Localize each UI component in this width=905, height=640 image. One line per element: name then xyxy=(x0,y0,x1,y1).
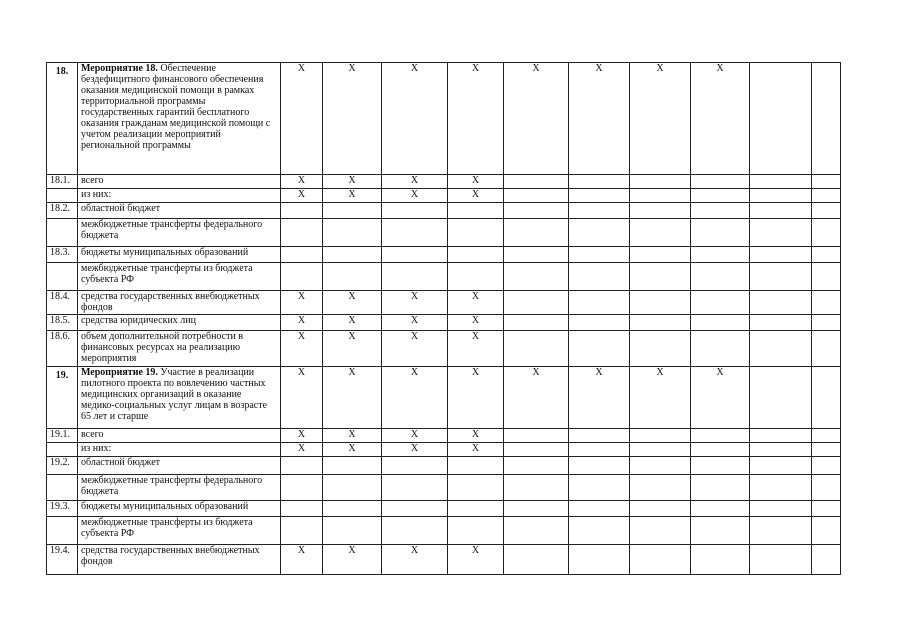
value-cell xyxy=(691,475,750,501)
row-number xyxy=(47,219,78,247)
value-cell: X xyxy=(448,331,504,367)
value-cell xyxy=(382,457,448,475)
description-text: областной бюджет xyxy=(81,457,161,468)
value-cell: X xyxy=(323,429,382,443)
value-cell: X xyxy=(382,315,448,331)
value-cell: X xyxy=(630,63,691,175)
value-cell xyxy=(281,475,323,501)
value-cell xyxy=(569,517,630,545)
table-row xyxy=(47,189,841,203)
value-cell xyxy=(504,331,569,367)
value-cell xyxy=(630,331,691,367)
value-cell xyxy=(569,247,630,263)
value-cell xyxy=(382,263,448,291)
value-cell xyxy=(504,203,569,219)
value-cell xyxy=(750,429,812,443)
value-cell xyxy=(630,291,691,315)
value-cell xyxy=(750,457,812,475)
value-cell xyxy=(382,247,448,263)
value-cell xyxy=(448,457,504,475)
value-cell xyxy=(691,429,750,443)
value-cell xyxy=(382,501,448,517)
value-cell xyxy=(691,291,750,315)
value-cell xyxy=(750,443,812,457)
row-number: 18.4. xyxy=(47,291,78,315)
value-cell xyxy=(281,263,323,291)
row-number: 19.3. xyxy=(47,501,78,517)
description-text: межбюджетные трансферты из бюджета субъекта РФ xyxy=(81,517,253,539)
value-cell: X xyxy=(382,429,448,443)
value-cell: X xyxy=(448,367,504,429)
value-cell xyxy=(750,331,812,367)
value-cell xyxy=(630,475,691,501)
row-description xyxy=(78,315,281,331)
value-cell xyxy=(691,545,750,575)
value-cell xyxy=(630,247,691,263)
value-cell xyxy=(504,457,569,475)
table-row xyxy=(47,501,841,517)
value-cell xyxy=(448,203,504,219)
value-cell xyxy=(569,331,630,367)
value-cell xyxy=(691,517,750,545)
value-cell xyxy=(691,247,750,263)
value-cell: X xyxy=(382,331,448,367)
value-cell xyxy=(323,475,382,501)
value-cell xyxy=(750,367,812,429)
row-description xyxy=(78,219,281,247)
value-cell xyxy=(382,219,448,247)
table-row xyxy=(47,263,841,291)
value-cell: X xyxy=(448,315,504,331)
description-text: всего xyxy=(81,175,104,186)
row-number xyxy=(47,443,78,457)
row-description xyxy=(78,443,281,457)
value-cell: X xyxy=(382,63,448,175)
value-cell xyxy=(281,247,323,263)
value-cell xyxy=(504,315,569,331)
value-cell xyxy=(750,517,812,545)
value-cell xyxy=(569,189,630,203)
row-description xyxy=(78,331,281,367)
description-text: Участие в реализации пилотного проекта по вовлечению частных медицинских организаций в оказание медико-социальных услуг лицам в возрасте 65 лет и старше xyxy=(81,367,268,422)
measure-title: Мероприятие 19. xyxy=(81,367,158,378)
value-cell xyxy=(281,457,323,475)
value-cell: X xyxy=(382,545,448,575)
value-cell xyxy=(569,429,630,443)
value-cell xyxy=(750,63,812,175)
description-text: областной бюджет xyxy=(81,203,161,214)
row-description xyxy=(78,247,281,263)
value-cell xyxy=(750,203,812,219)
value-cell xyxy=(569,545,630,575)
value-cell: X xyxy=(281,189,323,203)
value-cell xyxy=(812,219,841,247)
description-text: бюджеты муниципальных образований xyxy=(81,501,249,512)
value-cell xyxy=(569,291,630,315)
table-body xyxy=(47,63,841,575)
value-cell xyxy=(448,219,504,247)
value-cell xyxy=(812,291,841,315)
value-cell xyxy=(504,545,569,575)
value-cell xyxy=(569,175,630,189)
value-cell xyxy=(630,443,691,457)
value-cell: X xyxy=(504,367,569,429)
value-cell: X xyxy=(382,367,448,429)
value-cell xyxy=(382,475,448,501)
funding-table xyxy=(46,62,841,575)
description-text: средства юридических лиц xyxy=(81,315,196,326)
value-cell xyxy=(812,203,841,219)
value-cell xyxy=(382,203,448,219)
value-cell xyxy=(504,429,569,443)
value-cell xyxy=(630,517,691,545)
value-cell: X xyxy=(323,189,382,203)
row-number: 18.6. xyxy=(47,331,78,367)
value-cell xyxy=(812,475,841,501)
table-row xyxy=(47,367,841,429)
value-cell xyxy=(281,501,323,517)
value-cell: X xyxy=(504,63,569,175)
value-cell xyxy=(569,475,630,501)
row-number: 19.1. xyxy=(47,429,78,443)
row-number xyxy=(47,517,78,545)
value-cell xyxy=(750,247,812,263)
value-cell xyxy=(750,291,812,315)
row-number xyxy=(47,263,78,291)
description-text: объем дополнительной потребности в финансовых ресурсах на реализацию мероприятия xyxy=(81,331,244,364)
value-cell xyxy=(323,203,382,219)
description-text: межбюджетные трансферты федерального бюджета xyxy=(81,475,263,497)
value-cell xyxy=(812,443,841,457)
value-cell xyxy=(323,501,382,517)
description-text: из них: xyxy=(81,443,112,454)
value-cell xyxy=(569,443,630,457)
value-cell: X xyxy=(281,545,323,575)
value-cell xyxy=(750,175,812,189)
value-cell xyxy=(630,219,691,247)
description-text: средства государственных внебюджетных фондов xyxy=(81,545,260,567)
value-cell xyxy=(569,315,630,331)
value-cell: X xyxy=(281,429,323,443)
value-cell xyxy=(691,189,750,203)
value-cell xyxy=(630,263,691,291)
description-text: всего xyxy=(81,429,104,440)
value-cell xyxy=(691,219,750,247)
table-row xyxy=(47,429,841,443)
table-row xyxy=(47,175,841,189)
value-cell xyxy=(750,501,812,517)
value-cell xyxy=(448,501,504,517)
value-cell xyxy=(504,175,569,189)
row-description xyxy=(78,457,281,475)
description-text: бюджеты муниципальных образований xyxy=(81,247,249,258)
value-cell: X xyxy=(448,291,504,315)
value-cell xyxy=(812,331,841,367)
row-number: 18. xyxy=(47,63,78,175)
value-cell xyxy=(750,219,812,247)
value-cell: X xyxy=(448,545,504,575)
table-row xyxy=(47,517,841,545)
value-cell xyxy=(504,189,569,203)
value-cell xyxy=(812,429,841,443)
value-cell xyxy=(630,203,691,219)
value-cell: X xyxy=(448,429,504,443)
value-cell xyxy=(323,457,382,475)
value-cell xyxy=(691,315,750,331)
value-cell xyxy=(750,315,812,331)
value-cell: X xyxy=(448,175,504,189)
value-cell: X xyxy=(382,175,448,189)
table-row xyxy=(47,457,841,475)
value-cell xyxy=(630,457,691,475)
value-cell xyxy=(630,315,691,331)
table-row xyxy=(47,443,841,457)
value-cell: X xyxy=(323,315,382,331)
value-cell xyxy=(812,247,841,263)
value-cell xyxy=(750,189,812,203)
value-cell xyxy=(812,457,841,475)
row-description xyxy=(78,175,281,189)
row-number: 19.2. xyxy=(47,457,78,475)
value-cell xyxy=(630,501,691,517)
value-cell xyxy=(569,501,630,517)
value-cell: X xyxy=(323,367,382,429)
value-cell xyxy=(691,443,750,457)
description-text: из них: xyxy=(81,189,112,200)
value-cell: X xyxy=(323,443,382,457)
row-description xyxy=(78,263,281,291)
value-cell xyxy=(504,517,569,545)
row-description xyxy=(78,475,281,501)
row-number: 18.2. xyxy=(47,203,78,219)
table-row xyxy=(47,63,841,175)
value-cell xyxy=(750,475,812,501)
value-cell xyxy=(448,263,504,291)
row-number xyxy=(47,189,78,203)
table-row xyxy=(47,315,841,331)
value-cell xyxy=(569,457,630,475)
row-description xyxy=(78,189,281,203)
value-cell xyxy=(812,517,841,545)
value-cell xyxy=(569,263,630,291)
value-cell xyxy=(630,189,691,203)
row-number: 18.5. xyxy=(47,315,78,331)
row-number: 19. xyxy=(47,367,78,429)
value-cell: X xyxy=(281,315,323,331)
row-number xyxy=(47,475,78,501)
row-description xyxy=(78,517,281,545)
value-cell: X xyxy=(323,175,382,189)
description-text: Обеспечение бездефицитного финансового обеспечения оказания медицинской помощи в рамках территориальной программы государственных гарантий бесплатного оказания гражданам медицинской помощи с учетом реализации мероприятий региональной программы xyxy=(81,63,271,151)
value-cell xyxy=(812,63,841,175)
value-cell xyxy=(691,263,750,291)
value-cell xyxy=(281,219,323,247)
table-row xyxy=(47,475,841,501)
value-cell xyxy=(691,203,750,219)
description-text: межбюджетные трансферты из бюджета субъекта РФ xyxy=(81,263,253,285)
value-cell xyxy=(281,203,323,219)
value-cell xyxy=(812,189,841,203)
value-cell xyxy=(504,501,569,517)
value-cell: X xyxy=(691,367,750,429)
row-description xyxy=(78,291,281,315)
value-cell xyxy=(812,263,841,291)
value-cell xyxy=(569,203,630,219)
row-description xyxy=(78,63,281,175)
value-cell xyxy=(630,545,691,575)
value-cell xyxy=(569,219,630,247)
value-cell xyxy=(691,457,750,475)
value-cell: X xyxy=(382,189,448,203)
value-cell xyxy=(691,175,750,189)
value-cell xyxy=(504,443,569,457)
value-cell: X xyxy=(448,63,504,175)
value-cell xyxy=(281,517,323,545)
table-row xyxy=(47,545,841,575)
value-cell xyxy=(812,315,841,331)
row-description xyxy=(78,203,281,219)
value-cell: X xyxy=(281,331,323,367)
table-row xyxy=(47,247,841,263)
value-cell xyxy=(323,247,382,263)
description-text: межбюджетные трансферты федерального бюджета xyxy=(81,219,263,241)
value-cell: X xyxy=(281,443,323,457)
value-cell xyxy=(812,175,841,189)
table-row xyxy=(47,203,841,219)
value-cell xyxy=(812,367,841,429)
row-description xyxy=(78,429,281,443)
value-cell xyxy=(812,545,841,575)
value-cell xyxy=(630,429,691,443)
value-cell xyxy=(448,247,504,263)
value-cell xyxy=(448,475,504,501)
value-cell xyxy=(630,175,691,189)
value-cell: X xyxy=(281,367,323,429)
value-cell: X xyxy=(448,443,504,457)
measure-title: Мероприятие 18. xyxy=(81,63,158,74)
description-text: средства государственных внебюджетных фондов xyxy=(81,291,260,313)
row-number: 18.1. xyxy=(47,175,78,189)
value-cell: X xyxy=(323,63,382,175)
table-row xyxy=(47,291,841,315)
row-number: 18.3. xyxy=(47,247,78,263)
value-cell: X xyxy=(448,189,504,203)
value-cell: X xyxy=(323,545,382,575)
table-row xyxy=(47,219,841,247)
value-cell: X xyxy=(323,331,382,367)
value-cell: X xyxy=(691,63,750,175)
value-cell: X xyxy=(323,291,382,315)
value-cell: X xyxy=(382,443,448,457)
row-description xyxy=(78,367,281,429)
value-cell xyxy=(691,501,750,517)
value-cell: X xyxy=(382,291,448,315)
value-cell xyxy=(750,545,812,575)
value-cell xyxy=(504,291,569,315)
value-cell: X xyxy=(281,63,323,175)
value-cell xyxy=(504,247,569,263)
row-description xyxy=(78,545,281,575)
value-cell xyxy=(323,517,382,545)
value-cell xyxy=(323,219,382,247)
value-cell xyxy=(323,263,382,291)
value-cell xyxy=(382,517,448,545)
value-cell xyxy=(504,219,569,247)
value-cell: X xyxy=(281,291,323,315)
table-row xyxy=(47,331,841,367)
value-cell xyxy=(504,475,569,501)
value-cell xyxy=(750,263,812,291)
value-cell: X xyxy=(569,367,630,429)
value-cell xyxy=(504,263,569,291)
row-number: 19.4. xyxy=(47,545,78,575)
value-cell: X xyxy=(569,63,630,175)
value-cell xyxy=(448,517,504,545)
value-cell xyxy=(812,501,841,517)
value-cell: X xyxy=(281,175,323,189)
value-cell xyxy=(691,331,750,367)
value-cell: X xyxy=(630,367,691,429)
row-description xyxy=(78,501,281,517)
